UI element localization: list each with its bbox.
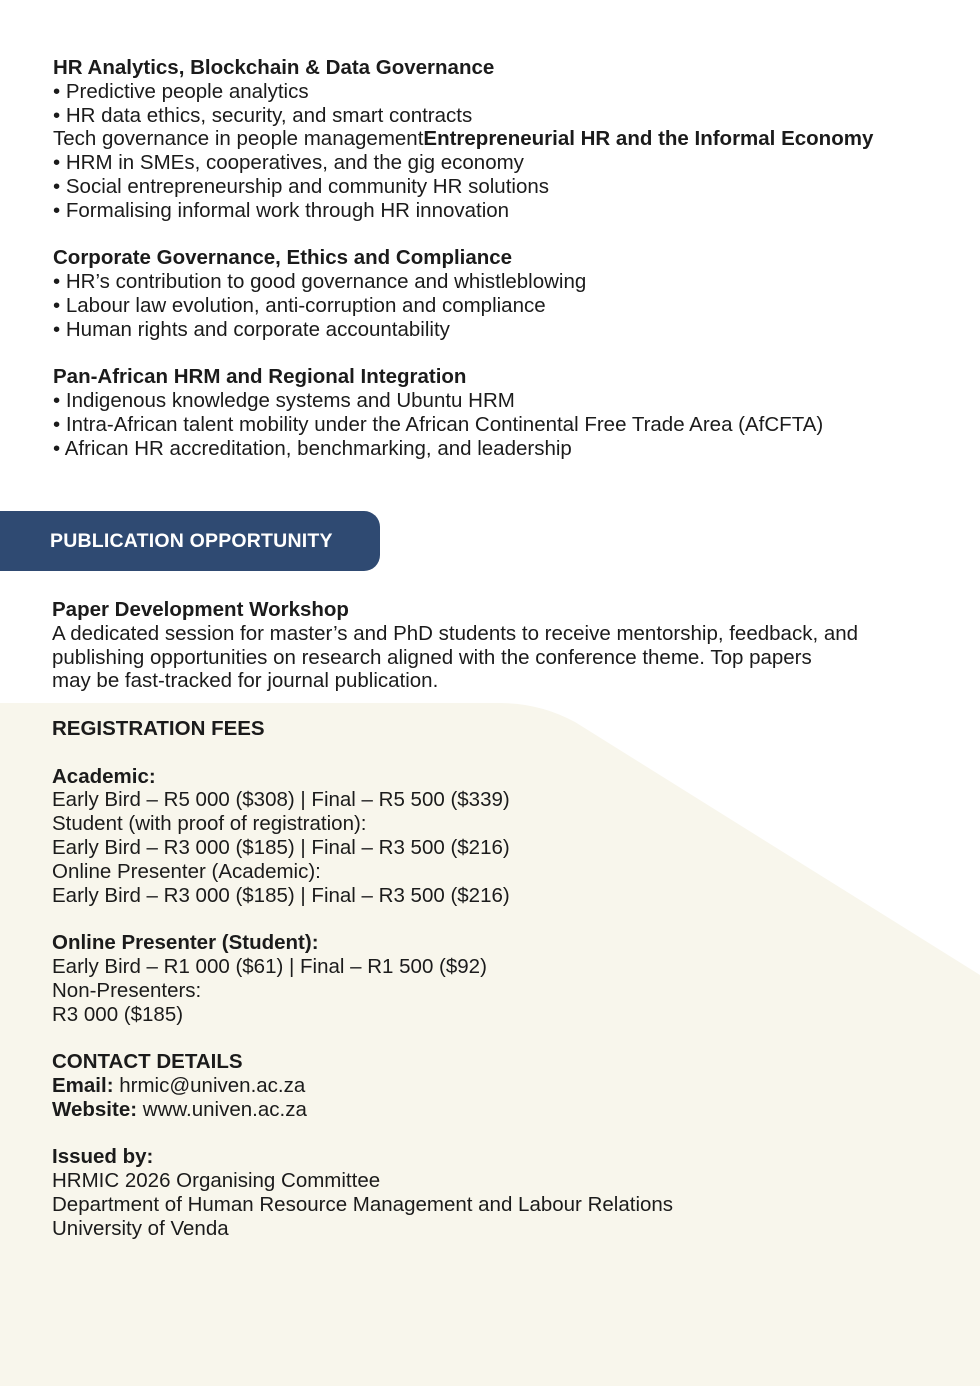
contact-heading: CONTACT DETAILS <box>52 1050 243 1074</box>
fee-line: R3 000 ($185) <box>52 1002 184 1026</box>
theme-title: Corporate Governance, Ethics and Compliance <box>53 246 513 270</box>
fee-line: Student (with proof of registration): <box>52 812 367 836</box>
banner-label: PUBLICATION OPPORTUNITY <box>50 530 333 552</box>
email-link[interactable]: hrmic@univen.ac.za <box>119 1073 306 1097</box>
theme-bullet: • Indigenous knowledge systems and Ubuntu HRM <box>53 389 515 413</box>
workshop-line: may be fast-tracked for journal publication. <box>52 669 439 693</box>
theme-bullet: • Intra-African talent mobility under the African Continental Free Trade Area (AfCFTA) <box>53 412 824 436</box>
fee-line: Non-Presenters: <box>52 978 202 1002</box>
fee-line: Online Presenter (Academic): <box>52 859 321 883</box>
fee-line: Early Bird – R3 000 ($185) | Final – R3 500 ($216) <box>52 835 510 859</box>
theme-title: HR Analytics, Blockchain & Data Governance <box>53 56 495 79</box>
fee-line: Early Bird – R1 000 ($61) | Final – R1 500 ($92) <box>52 954 487 978</box>
website-label: Website: <box>52 1097 138 1121</box>
workshop-title: Paper Development Workshop <box>52 598 349 621</box>
issued-line: HRMIC 2026 Organising Committee <box>52 1169 381 1193</box>
contact-email <box>52 1074 942 1098</box>
workshop-line: A dedicated session for master’s and PhD students to receive mentorship, feedback, and <box>52 621 859 645</box>
website-link[interactable]: www.univen.ac.za <box>142 1097 307 1121</box>
fees-academic-label: Academic: <box>52 764 156 788</box>
theme-bullet: • African HR accreditation, benchmarking, and leadership <box>53 436 572 460</box>
issued-line: University of Venda <box>52 1216 229 1240</box>
fee-line: Early Bird – R3 000 ($185) | Final – R3 500 ($216) <box>52 883 510 907</box>
contact-website <box>52 1098 942 1122</box>
fees-heading: REGISTRATION FEES <box>52 716 265 740</box>
details-section <box>52 598 942 1241</box>
theme-bullet: • Labour law evolution, anti-corruption and compliance <box>53 293 546 317</box>
theme-bullet: • Social entrepreneurship and community HR solutions <box>53 174 550 198</box>
theme-bullet: • Human rights and corporate accountability <box>53 317 450 341</box>
theme-bullet: • Formalising informal work through HR innovation <box>53 198 510 222</box>
issued-label: Issued by: <box>52 1145 154 1169</box>
themes-list <box>53 56 933 461</box>
email-label: Email: <box>52 1073 114 1097</box>
theme-title: Pan-African HRM and Regional Integration <box>53 365 467 389</box>
workshop-line: publishing opportunities on research aligned with the conference theme. Top papers <box>52 645 812 669</box>
theme-bullet-text: Tech governance in people management <box>53 127 424 151</box>
publication-opportunity-banner <box>0 511 380 571</box>
theme-bullet: • HRM in SMEs, cooperatives, and the gig economy <box>53 151 524 175</box>
theme-bullet: • HR data ethics, security, and smart contracts <box>53 103 473 127</box>
fee-line: Early Bird – R5 000 ($308) | Final – R5 500 ($339) <box>52 788 510 812</box>
theme-title: Entrepreneurial HR and the Informal Economy <box>423 127 874 151</box>
theme-bullet: • Predictive people analytics <box>53 79 309 103</box>
theme-bullet: • HR’s contribution to good governance and whistleblowing <box>53 270 587 294</box>
fees-student-label: Online Presenter (Student): <box>52 931 319 955</box>
theme-mixed-line <box>53 127 933 151</box>
issued-line: Department of Human Resource Management and Labour Relations <box>52 1192 674 1216</box>
